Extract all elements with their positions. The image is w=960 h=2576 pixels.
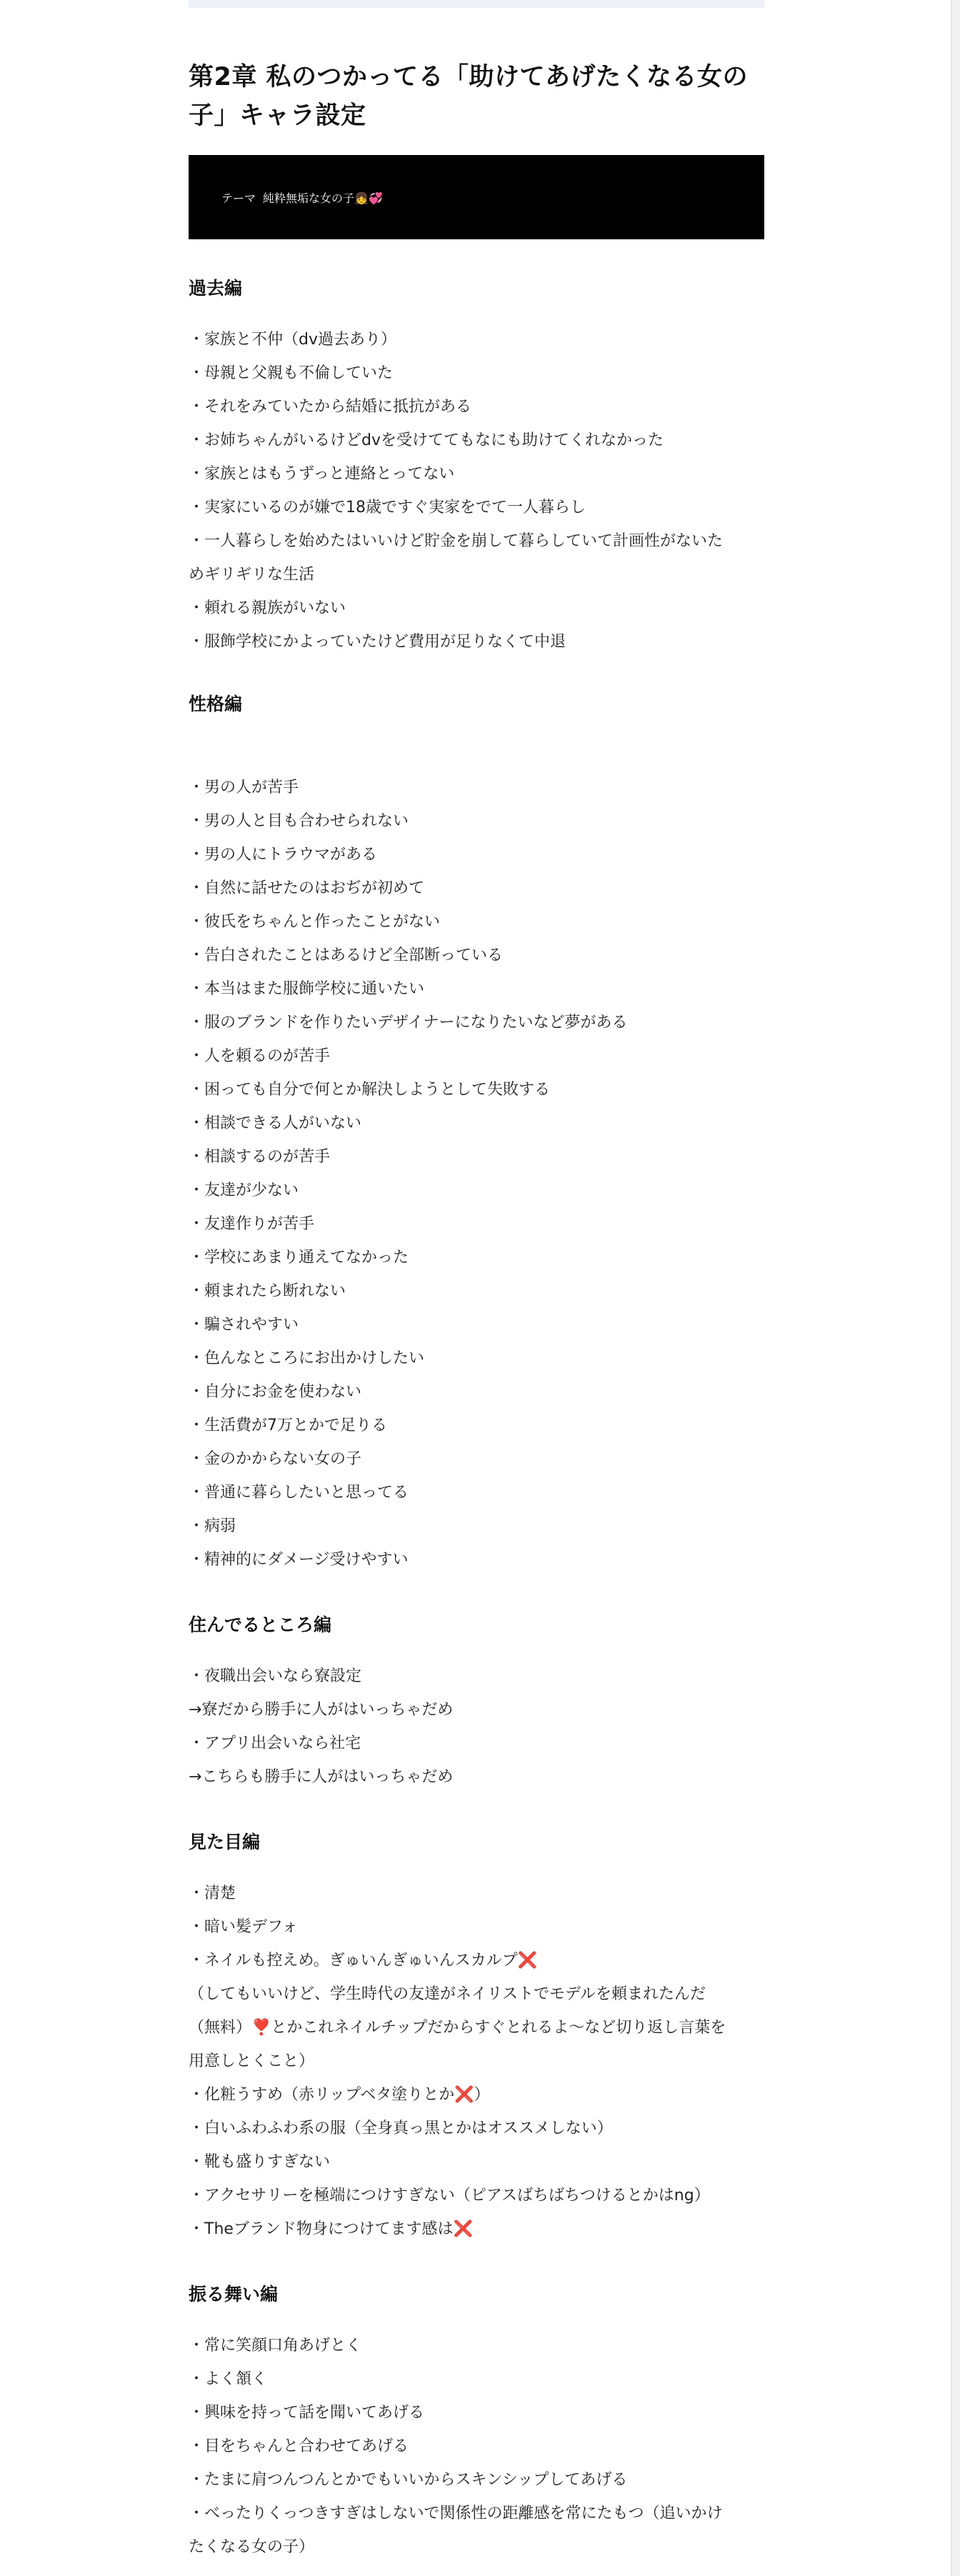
list-item: →こちらも勝手に人がはいっちゃだめ [189, 1768, 454, 1786]
section-heading-personality: 性格編 [189, 694, 243, 714]
list-item: ・家族とはもうずっと連絡とってない [189, 465, 455, 483]
list-item: ・友達作りが苦手 [189, 1215, 315, 1233]
page-scrollbar[interactable] [951, 0, 960, 2576]
list-item: ・お姉ちゃんがいるけどdvを受けててもなにも助けてくれなかった [189, 431, 664, 449]
list-item: ・頼れる親族がいない [189, 599, 346, 617]
list-item: ・男の人にトラウマがある [189, 846, 378, 864]
list-item: ・自然に話せたのはおぢが初めて [189, 879, 425, 897]
list-item: ・Theブランド物身につけてます感は❌ [189, 2220, 473, 2238]
list-item: ・友達が少ない [189, 1182, 299, 1199]
section-heading-look: 見た目編 [189, 1832, 261, 1852]
list-item: ・相談できる人がいない [189, 1114, 362, 1132]
theme-value: 純粋無垢な女の子👧💞 [263, 191, 383, 205]
list-item: →寮だから勝手に人がはいっちゃだめ [189, 1701, 454, 1719]
list-item: ・男の人と目も合わせられない [189, 812, 409, 830]
list-item: ・服のブランドを作りたいデザイナーになりたいなど夢がある [189, 1014, 628, 1032]
list-item: ・人を頼るのが苦手 [189, 1047, 331, 1065]
list-item: ・告白されたことはあるけど全部断っている [189, 947, 504, 964]
top-strip [189, 0, 764, 8]
list-item: ・生活費が7万とかで足りる [189, 1417, 387, 1434]
behavior-list [189, 2329, 764, 2564]
home-list [189, 1659, 764, 1794]
list-item: ・母親と父親も不倫していた [189, 364, 394, 382]
look-list [189, 1877, 764, 2246]
chapter-title-line2: 子」キャラ設定 [189, 101, 366, 130]
list-item: ・常に笑顔口角あげとく [189, 2337, 362, 2355]
list-item: ・たまに肩つんつんとかでもいいからスキンシップしてあげる [189, 2471, 628, 2489]
list-item: （無料）❣️とかこれネイルチップだからすぐとれるよ〜など切り返し言葉を [189, 2019, 726, 2037]
article-body [189, 0, 764, 2564]
chapter-title-line1: 第2章 私のつかってる「助けてあげたくなる女の [189, 63, 749, 91]
section-personality [189, 692, 764, 1577]
list-item: ・頼まれたら断れない [189, 1282, 346, 1300]
list-item: ・本当はまた服飾学校に通いたい [189, 980, 425, 998]
list-item: 用意しとくこと） [189, 2052, 315, 2070]
list-item: ・アクセサリーを極端につけすぎない（ピアスばちばちつけるとかはng） [189, 2187, 710, 2205]
list-item: （してもいいけど、学生時代の友達がネイリストでモデルを頼まれたんだ [189, 1985, 706, 2003]
section-look [189, 1829, 764, 2246]
list-item: ・相談するのが苦手 [189, 1148, 331, 1166]
list-item: ・それをみていたから結婚に抵抗がある [189, 398, 472, 416]
past-list [189, 323, 764, 659]
list-item: ・清楚 [189, 1884, 236, 1902]
list-item: ・目をちゃんと合わせてあげる [189, 2437, 409, 2455]
list-item: ・病弱 [189, 1517, 236, 1535]
section-past [189, 276, 764, 659]
chapter-title [189, 58, 764, 135]
list-item: ・家族と不仲（dv過去あり） [189, 331, 396, 349]
list-item: ・白いふわふわ系の服（全身真っ黒とかはオススメしない） [189, 2120, 613, 2137]
list-item: ・よく頷く [189, 2370, 268, 2388]
list-item: ・興味を持って話を聞いてあげる [189, 2404, 425, 2422]
list-item: めギリギリな生活 [189, 566, 315, 584]
list-item: ・べったりくっつきすぎはしないで関係性の距離感を常にたもつ（追いかけ [189, 2505, 723, 2522]
section-heading-behavior: 振る舞い編 [189, 2284, 279, 2305]
section-home [189, 1612, 764, 1794]
list-item: ・ネイルも控えめ。ぎゅいんぎゅいんスカルプ❌ [189, 1952, 538, 1970]
section-heading-past: 過去編 [189, 278, 243, 299]
list-item: ・アプリ出会いなら社宅 [189, 1734, 361, 1752]
list-item: ・靴も盛りすぎない [189, 2153, 331, 2171]
list-item: ・暗い髪デフォ [189, 1918, 298, 1936]
list-item: ・彼氏をちゃんと作ったことがない [189, 913, 441, 931]
theme-banner [189, 155, 764, 239]
list-item: ・一人暮らしを始めたはいいけど貯金を崩して暮らしていて計画性がないた [189, 532, 724, 550]
list-item: ・困っても自分で何とか解決しようとして失敗する [189, 1081, 551, 1099]
list-item: ・学校にあまり通えてなかった [189, 1249, 409, 1267]
list-item: ・男の人が苦手 [189, 779, 299, 797]
section-heading-home: 住んでるところ編 [189, 1614, 332, 1635]
list-item: たくなる女の子） [189, 2538, 315, 2556]
theme-label: テーマ [221, 191, 256, 205]
section-behavior [189, 2282, 764, 2564]
list-item: ・化粧うすめ（赤リップベタ塗りとか❌） [189, 2086, 490, 2104]
list-item: ・自分にお金を使わない [189, 1383, 362, 1401]
list-item: ・金のかからない女の子 [189, 1450, 362, 1468]
list-item: ・夜職出会いなら寮設定 [189, 1667, 362, 1685]
list-item: ・服飾学校にかよっていたけど費用が足りなくて中退 [189, 633, 566, 651]
list-item: ・実家にいるのが嫌で18歳ですぐ実家をでて一人暮らし [189, 499, 586, 516]
personality-list [189, 771, 764, 1577]
list-item: ・騙されやすい [189, 1316, 299, 1334]
list-item: ・普通に暮らしたいと思ってる [189, 1484, 409, 1502]
list-item: ・色んなところにお出かけしたい [189, 1349, 425, 1367]
list-item: ・精神的にダメージ受けやすい [189, 1551, 409, 1569]
